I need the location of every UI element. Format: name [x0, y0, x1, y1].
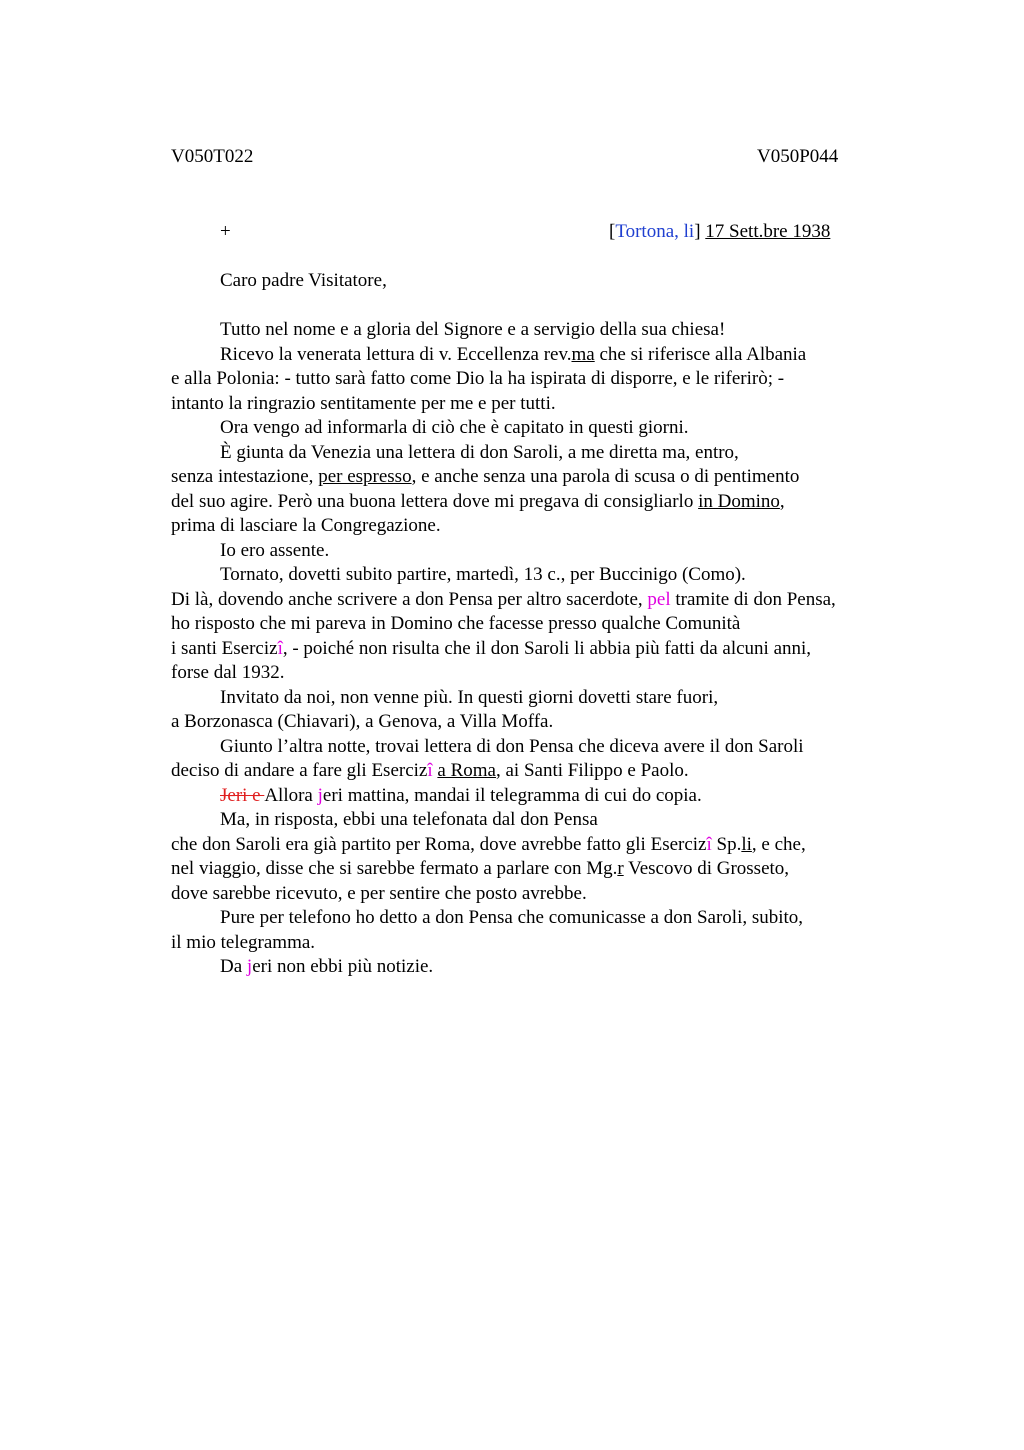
text-line: dove sarebbe ricevuto, e per sentire che posto avrebbe.: [171, 882, 587, 904]
document-ref-left: V050T022: [171, 146, 254, 167]
underlined-text: ma: [571, 343, 595, 365]
editorial-insertion: î: [427, 760, 433, 781]
underlined-text: a Roma: [437, 760, 496, 781]
text-line: Invitato da noi, non venne più. In questi giorni dovetti stare fuori,: [220, 686, 719, 708]
text-line: forse dal 1932.: [171, 662, 285, 683]
text-line: Pure per telefono ho detto a don Pensa che comunicasse a don Saroli, subito,: [220, 907, 804, 928]
text-line: intanto la ringrazio sentitamente per me e per tutti.: [171, 392, 556, 414]
editorial-insertion: î: [277, 637, 283, 659]
text-span: , ai Santi Filippo e Paolo.: [495, 760, 689, 781]
paragraph: [171, 784, 906, 809]
struck-text: Jeri e: [220, 784, 265, 806]
text-span: eri non ebbi più notizie.: [252, 956, 434, 977]
text-span: tramite di don Pensa,: [670, 588, 836, 610]
editorial-insertion: j: [317, 784, 323, 806]
text-span: che don Saroli era già partito per Roma, dove avrebbe fatto gli Eserciz: [171, 833, 707, 855]
text-span: nel viaggio, disse che si sarebbe fermato a parlare con Mg.: [171, 858, 618, 879]
text-span: Sp.: [711, 833, 742, 855]
text-line: [171, 785, 702, 806]
text-line: [171, 834, 806, 855]
text-span: , e che,: [751, 833, 806, 855]
text-line: È giunta da Venezia una lettera di don Saroli, a me diretta ma, entro,: [220, 441, 739, 463]
text-span: del suo agire. Però una buona lettera dove mi pregava di consigliarlo: [171, 490, 699, 512]
text-line: il mio telegramma.: [171, 931, 316, 953]
text-line: Ora vengo ad informarla di ciò che è capitato in questi giorni.: [220, 417, 689, 438]
text-span: ,: [779, 490, 785, 512]
editorial-insertion: pel: [647, 588, 671, 610]
greeting: Caro padre Visitatore,: [220, 270, 387, 291]
text-span: eri mattina, mandai il telegramma di cui do copia.: [322, 784, 702, 806]
dateline-close-bracket: ]: [694, 221, 701, 242]
paragraph: [171, 318, 906, 343]
dateline-open-bracket: [: [609, 221, 616, 242]
text-line: a Borzonasca (Chiavari), a Genova, a Villa Moffa.: [171, 711, 554, 732]
text-span: , e anche senza una parola di scusa o di pentimento: [411, 466, 800, 487]
editorial-insertion: î: [706, 833, 712, 855]
text-line: Tutto nel nome e a gloria del Signore e a servigio della sua chiesa!: [220, 319, 726, 340]
text-span: senza intestazione,: [171, 466, 319, 487]
text-line: [171, 589, 836, 610]
text-line: [171, 466, 799, 487]
underlined-text: per espresso: [318, 466, 412, 487]
dateline-date: 17 Sett.bre 1938: [705, 221, 831, 242]
text-line: prima di lasciare la Congregazione.: [171, 515, 441, 536]
text-span: Vescovo di Grosseto,: [623, 858, 790, 879]
paragraph: [171, 955, 906, 980]
paragraph: [171, 735, 906, 784]
paragraph: [171, 906, 906, 955]
text-span: deciso di andare a fare gli Eserciz: [171, 760, 428, 781]
text-line: ho risposto che mi pareva in Domino che facesse presso qualche Comunità: [171, 613, 741, 634]
paragraph: [171, 808, 906, 906]
underlined-text: r: [617, 858, 624, 879]
text-line: [171, 344, 806, 365]
text-line: [171, 858, 789, 879]
text-span: Ricevo la venerata lettura di v. Eccellenza rev.: [220, 343, 572, 365]
dateline: [609, 221, 830, 243]
letter-body: [171, 318, 906, 980]
paragraph: [171, 686, 906, 735]
text-span: i santi Eserciz: [171, 637, 278, 659]
text-line: [171, 760, 689, 781]
text-line: [171, 491, 785, 512]
cross-mark: +: [220, 221, 231, 242]
text-span: , - poiché non risulta che il don Saroli li abbia più fatti da alcuni anni,: [282, 637, 812, 659]
text-line: Tornato, dovetti subito partire, martedì, 13 c., per Buccinigo (Como).: [220, 564, 746, 585]
underlined-text: li: [741, 833, 752, 855]
editorial-insertion: j: [246, 956, 253, 977]
dateline-place: Tortona, li: [615, 221, 695, 242]
text-span: che si riferisce alla Albania: [594, 343, 807, 365]
text-line: [171, 956, 433, 977]
text-line: Io ero assente.: [220, 539, 330, 561]
paragraph: [171, 539, 906, 564]
text-span: Allora: [264, 784, 318, 806]
text-line: e alla Polonia: - tutto sarà fatto come Dio la ha ispirata di disporre, e le riferirò; -: [171, 368, 785, 389]
text-line: Ma, in risposta, ebbi una telefonata dal don Pensa: [220, 809, 598, 830]
text-span: Di là, dovendo anche scrivere a don Pensa per altro sacerdote,: [171, 588, 648, 610]
paragraph: [171, 343, 906, 417]
text-line: [171, 638, 811, 659]
text-span: Da: [220, 956, 247, 977]
document-ref-right: V050P044: [757, 146, 839, 167]
paragraph: [171, 563, 906, 686]
text-line: Giunto l’altra notte, trovai lettera di don Pensa che diceva avere il don Saroli: [220, 735, 804, 757]
paragraph: [171, 441, 906, 539]
underlined-text: in Domino: [698, 490, 780, 512]
paragraph: [171, 416, 906, 441]
